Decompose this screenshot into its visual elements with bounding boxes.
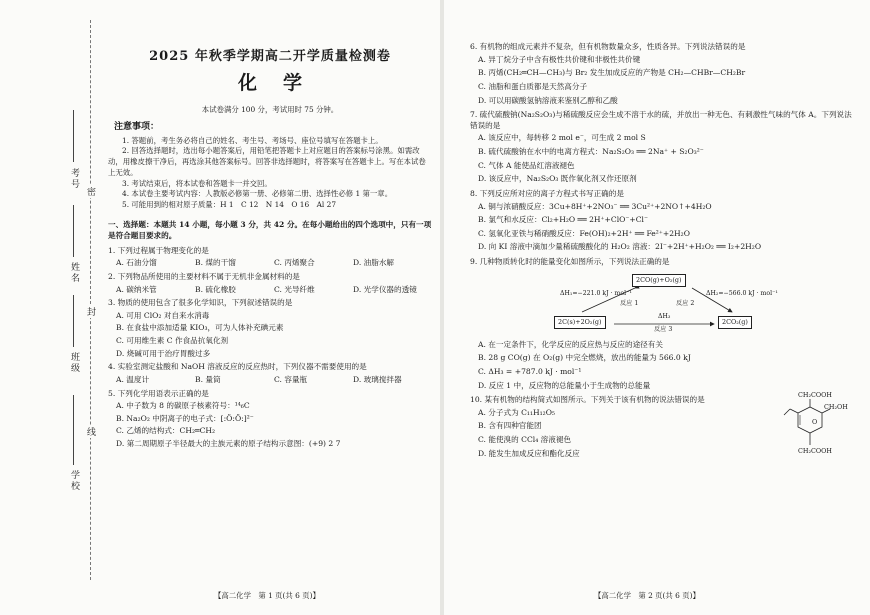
reaction-3-label: 反应 3 [654,325,673,333]
exam-subject: 化学 [237,72,328,95]
option: B. 丙烯(CH₂═CH—CH₃)与 Br₂ 发生加成反应的产物是 CH₂—CHBr—CH₂Br [478,68,746,78]
option: D. 第二周期原子半径最大的主族元素的原子结构示意图：(+9) 2 7 [116,439,341,449]
page-1-footer: 【高二化学 第 1 页(共 6 页)】 [214,591,320,600]
question-10-stem: 10. 某有机物的结构简式如图所示。下列关于该有机物的说法错误的是 [470,395,705,405]
ring-oxygen: O [812,418,818,427]
structural-formula [768,391,848,461]
option: B. 28 g CO(g) 在 O₂(g) 中完全燃烧，放出的能量为 566.0 kJ [478,353,691,363]
option: B. 氯气和水反应：Cl₂+H₂O ══ 2H⁺+ClO⁻+Cl⁻ [478,215,648,225]
option: A. 铜与浓硝酸反应：3Cu+8H⁺+2NO₃⁻ ══ 3Cu²⁺+2NO↑+4H₂O [478,201,712,211]
option: D. 向 KI 溶液中滴加少量稀硫酸酸化的 H₂O₂ 溶液：2I⁻+2H⁺+H₂O₂ ══ I₂+2H₂O [478,242,762,252]
exam-title: 2025 年秋季学期高二开学质量检测卷 [149,49,391,64]
option: D. 光学仪器的透镜 [353,284,417,294]
page-2-footer: 【高二化学 第 2 页(共 6 页)】 [594,591,700,600]
option: B. 在食盐中添加适量 KIO₃，可为人体补充碘元素 [116,323,284,333]
option: D. 该反应中，Na₂S₂O₃ 既作氧化剂又作还原剂 [478,174,637,184]
note-1: 1. 答题前，考生务必将自己的姓名、考生号、考场号、座位号填写在答题卡上。 [122,135,383,145]
energy-diagram [470,272,854,336]
note-3: 3. 考试结束后，将本试卷和答题卡一并交回。 [122,178,272,188]
option: A. 在一定条件下，化学反应的反应热与反应的途径有关 [478,339,663,349]
box-2co-o2: 2CO(g)+O₂(g) [632,274,686,287]
school-label: 学校 [69,470,79,492]
class-write-line[interactable] [73,295,74,347]
option: B. 煤的干馏 [195,258,236,268]
question-1-stem: 1. 下列过程属于物理变化的是 [108,245,209,255]
note-5: 5. 可能用到的相对原子质量：H 1 C 12 N 14 O 16 Al 27 [122,200,337,210]
question-5-stem: 5. 下列化学用语表示正确的是 [108,388,209,398]
seal-mark-xian: 线 [85,427,95,436]
option: C. 丙烯聚合 [274,258,315,268]
dh2-label: ΔH₂=−566.0 kJ · mol⁻¹ [706,289,778,297]
name-write-line[interactable] [73,205,74,257]
question-1-options [116,258,432,269]
page-1-content [108,48,432,452]
option: A. 碳纳米管 [116,284,157,294]
exam-no-write-line[interactable] [73,110,74,162]
option: A. 温度计 [116,374,150,384]
exam-meta: 本试卷满分 100 分，考试用时 75 分钟。 [201,104,339,114]
option: B. 含有四种官能团 [478,421,542,431]
reaction-1-label: 反应 1 [620,299,639,307]
question-10-block [470,391,854,459]
option: A. 分子式为 C₁₁H₁₂O₅ [478,407,555,417]
question-4-options [116,375,432,386]
option: B. 硫化橡胶 [195,284,236,294]
option: C. 容量瓶 [274,374,308,384]
exam-no-label: 考号 [69,168,79,190]
option: A. 石油分馏 [116,258,157,268]
option: C. ΔH₃ = +787.0 kJ · mol⁻¹ [478,366,582,376]
option: D. 烧碱可用于治疗胃酸过多 [116,348,211,358]
option: C. 能使溴的 CCl₄ 溶液褪色 [478,435,572,444]
dh1-label: ΔH₁=−221.0 kJ · mol⁻¹ [560,289,632,297]
option: A. 异丁烷分子中含有极性共价键和非极性共价键 [478,54,641,64]
option: D. 可以用碳酸氢钠溶液来鉴别乙醇和乙酸 [478,95,618,105]
question-4-stem: 4. 实验室测定盐酸和 NaOH 溶液反应的反应热时，下列仪器不需要使用的是 [108,362,367,372]
option: A. 中子数为 8 的碳原子核素符号：¹⁴₆C [116,401,250,411]
dh3-label: ΔH₃ [658,312,671,320]
binding-margin [0,0,100,615]
section-heading: 一、选择题：本题共 14 小题，每小题 3 分，共 42 分。在每小题给出的四个选项中，只有一项是符合题目要求的。 [108,219,432,241]
box-2co2: 2CO₂(g) [718,316,752,329]
question-8-stem: 8. 下列反应所对应的离子方程式书写正确的是 [470,188,624,198]
option: C. 气体 A 能使品红溶液褪色 [478,160,575,170]
option: B. Na₂O₂ 中阴离子的电子式：[:Ö:Ö:]²⁻ [116,413,254,423]
box-2c-2o2: 2C(s)+2O₂(g) [554,316,606,329]
option: C. 可用维生素 C 作食品抗氧化剂 [116,336,229,346]
seal-mark-feng: 封 [85,307,95,316]
reaction-2-label: 反应 2 [676,299,695,307]
group-ch2cooh-top: CH₂COOH [798,391,832,400]
seal-mark-mi: 密 [85,187,95,196]
option: B. 量筒 [195,374,221,384]
option: C. 油脂和蛋白质都是天然高分子 [478,81,588,91]
option: B. 硫代硫酸钠在水中的电离方程式：Na₂S₂O₃ ══ 2Na⁺ + S₂O₃²⁻ [478,147,704,156]
note-4: 4. 本试卷主要考试内容：人教版必修第一册、必修第二册、选择性必修 1 第一章。 [122,189,393,199]
note-2: 2. 回答选择题时，选出每小题答案后，用铅笔把答题卡上对应题目的答案标号涂黑。如需改动，用橡皮擦干净后，再选涂其他答案标号。回答非选择题时，将答案写在答题卡上。写在本试卷上无效。 [108,146,426,177]
school-write-line[interactable] [73,395,74,465]
option: A. 该反应中，每转移 2 mol e⁻，可生成 2 mol S [478,133,646,143]
question-7-stem: 7. 硫代硫酸钠(Na₂S₂O₃)与稀硫酸反应会生成不溶于水的硫，并放出一种无色、有刺激性气味的气体 A。下列说法错误的是 [470,110,852,130]
option: C. 氢氧化亚铁与稀硝酸反应：Fe(OH)₂+2H⁺ ══ Fe²⁺+2H₂O [478,228,690,238]
option: D. 反应 1 中，反应物的总能量小于生成物的总能量 [478,380,651,390]
option: D. 玻璃搅拌器 [353,374,402,384]
question-2-stem: 2. 下列物品所使用的主要材料不属于无机非金属材料的是 [108,271,300,281]
group-ch2oh: CH₂OH [824,403,848,412]
class-label: 班级 [69,352,79,374]
option: D. 能发生加成反应和酯化反应 [478,448,580,458]
name-label: 姓名 [69,262,79,284]
exam-page-2 [444,0,870,615]
option: C. 光导纤维 [274,284,315,294]
seal-line [90,20,91,580]
group-ch2cooh-bottom: CH₂COOH [798,447,832,456]
option: C. 乙烯的结构式：CH₂═CH₂ [116,426,216,436]
notes-heading: 注意事项： [114,122,160,133]
question-2-options [116,285,432,296]
option: D. 油脂水解 [353,258,395,268]
question-6-stem: 6. 有机物的组成元素并不复杂，但有机物数量众多，性质各异。下列说法错误的是 [470,42,746,51]
question-9-stem: 9. 几种物质转化时的能量变化如图所示，下列说法正确的是 [470,257,670,266]
question-3-stem: 3. 物质的使用包含了很多化学知识，下列叙述错误的是 [108,298,293,308]
page-2-content [470,38,854,462]
option: A. 可用 ClO₂ 对自来水消毒 [116,310,210,320]
